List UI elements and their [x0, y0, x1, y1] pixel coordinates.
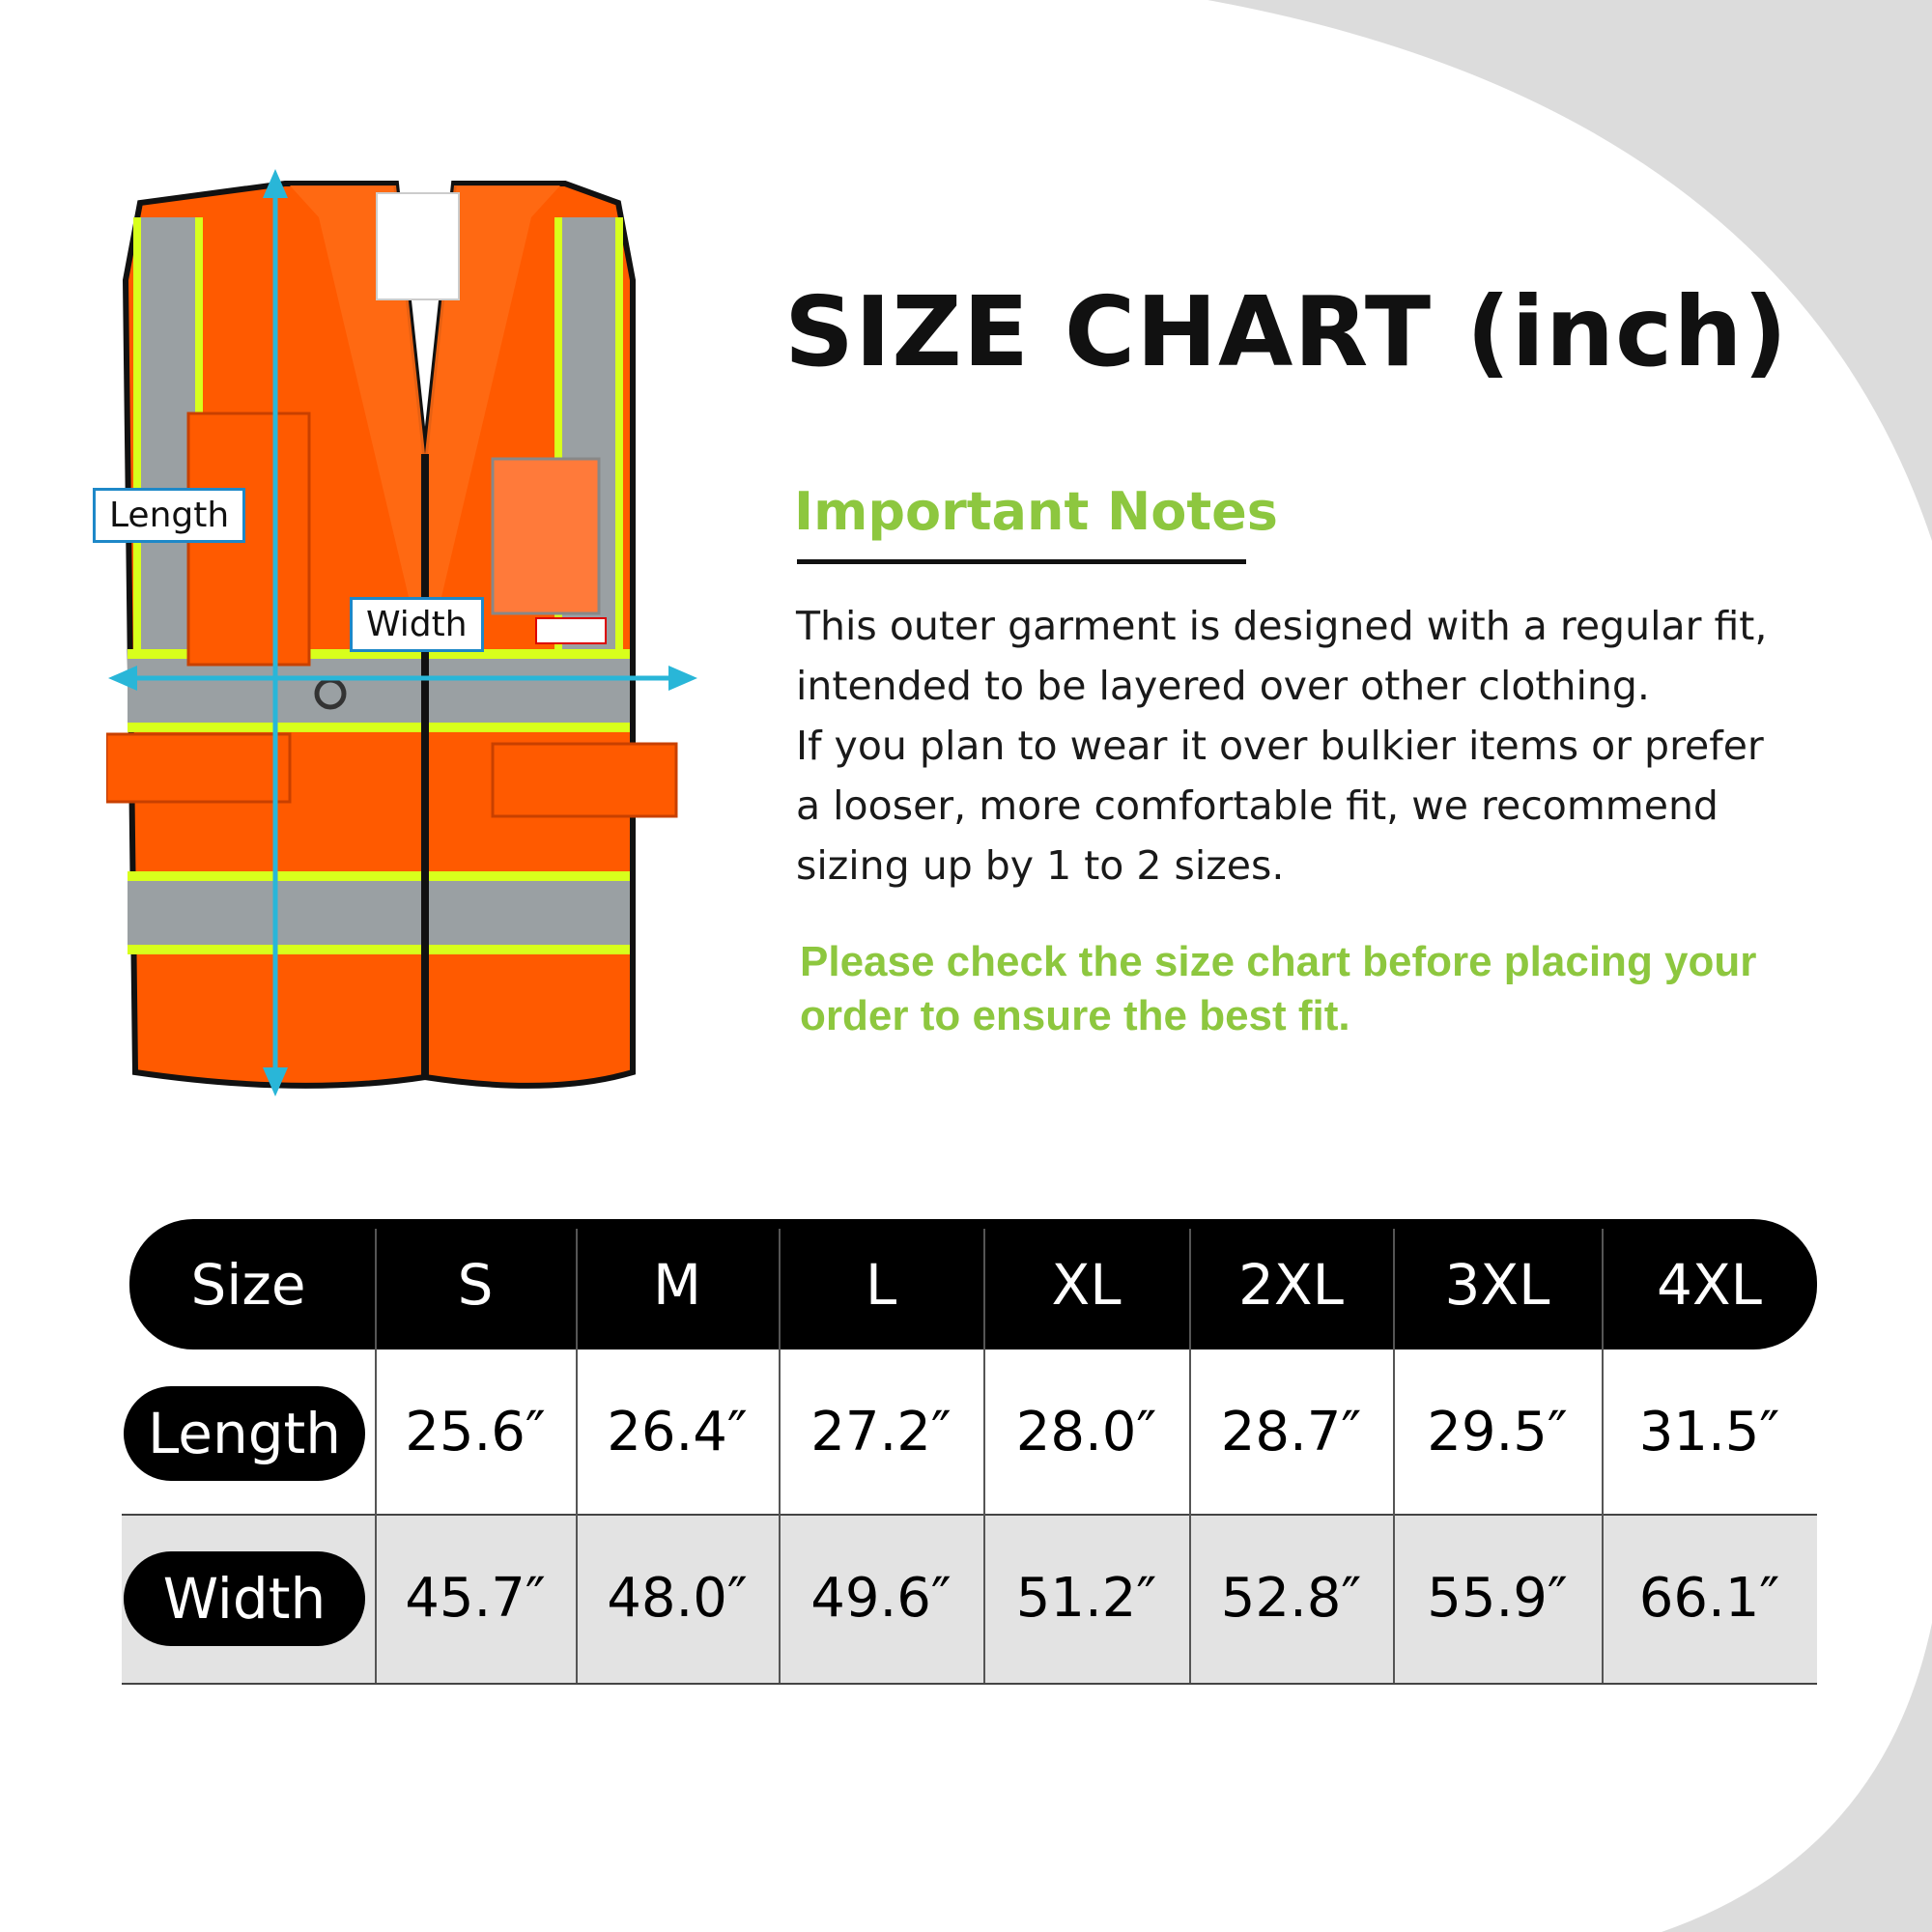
table-cell: 26.4″ [607, 1400, 748, 1463]
header-size-2xl: 2XL [1238, 1251, 1344, 1318]
table-cell: 55.9″ [1427, 1567, 1568, 1630]
notes-body-line: sizing up by 1 to 2 sizes. [796, 842, 1285, 889]
row-label-length: Length [124, 1386, 365, 1481]
table-bottom-border [122, 1683, 1817, 1685]
notes-underline [797, 559, 1246, 564]
size-table [122, 1219, 1817, 1685]
notes-highlight-line: order to ensure the best fit. [800, 992, 1350, 1039]
header-size-4xl: 4XL [1657, 1251, 1762, 1318]
notes-highlight-line: Please check the size chart before placing your [800, 938, 1757, 985]
notes-body-line: a looser, more comfortable fit, we recommend [796, 782, 1719, 829]
row-label-width: Width [124, 1551, 365, 1646]
table-cell: 49.6″ [810, 1567, 952, 1630]
header-size-3xl: 3XL [1444, 1251, 1550, 1318]
notes-body-line: If you plan to wear it over bulkier items or prefer [796, 723, 1764, 769]
length-callout-label: Length [93, 488, 245, 543]
notes-body-line: intended to be layered over other clothing. [796, 663, 1650, 709]
table-cell: 28.7″ [1220, 1400, 1362, 1463]
table-cell: 52.8″ [1220, 1567, 1362, 1630]
table-cell: 25.6″ [405, 1400, 546, 1463]
table-cell: 28.0″ [1015, 1400, 1157, 1463]
header-size-s: S [457, 1251, 494, 1318]
width-callout-label: Width [350, 597, 484, 652]
page-title: SIZE CHART (inch) [784, 275, 1789, 388]
table-cell: 45.7″ [405, 1567, 546, 1630]
table-cell: 29.5″ [1427, 1400, 1568, 1463]
header-size-label: Size [190, 1251, 306, 1318]
table-cell: 27.2″ [810, 1400, 952, 1463]
header-size-l: L [865, 1251, 897, 1318]
table-cell: 66.1″ [1638, 1567, 1780, 1630]
notes-body-line: This outer garment is designed with a regular fit, [796, 603, 1768, 649]
table-cell: 48.0″ [607, 1567, 748, 1630]
table-cell: 51.2″ [1015, 1567, 1157, 1630]
table-cell: 31.5″ [1638, 1400, 1780, 1463]
notes-body [796, 596, 1768, 895]
header-size-xl: XL [1051, 1251, 1122, 1318]
notes-heading: Important Notes [794, 481, 1278, 542]
header-size-m: M [652, 1251, 702, 1318]
notes-highlight [800, 935, 1824, 1043]
